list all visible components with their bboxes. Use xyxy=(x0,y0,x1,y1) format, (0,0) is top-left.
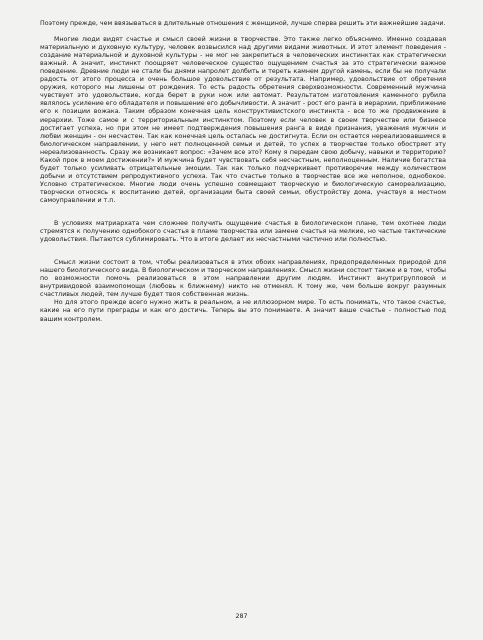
page-number: 287 xyxy=(235,613,248,620)
paragraph-intro: Поэтому прежде, чем ввязываться в длительные отношения с женщиной, лучше сперва решить эти важнейшие задачи. xyxy=(40,20,446,27)
paragraph-conclusion: Но для этого прежде всего нужно жить в реальном, а не иллюзорном мире. То есть понимать, что такое счастье, какие на его пути преграды и как его достичь. Теперь вы это понимаете. А значит ваше счастье - полностью под вашим контролем. xyxy=(40,299,446,323)
paragraph-meaning-of-life: Смысл жизни состоит в том, чтобы реализоваться в этих обоих направлениях, предопределенных природой для нашего биологического вида. В биологическом и творческом направлениях. Смысл жизни состоит также и в том, чтобы по возможности помочь реализоваться в этом направлении другим людям. Инстинкт внутригрупповой и внутривидовой взаимопомощи (любовь к ближнему) никто не отменял. К тому же, чем больше вокруг разумных счастливых людей, тем лучше будет твоя собственная жизнь. xyxy=(40,259,446,299)
paragraph-creativity: Многие люди видят счастье и смысл своей жизни в творчестве. Это также легко объяснимо. Именно создавая материальную и духовную культуру, человек возвысился над другими видами животных. И этот элемент поведения - создание материальной и духовной культуры - не мог не закрепиться в человеческих инстинктах как стратегически важный. А значит, инстинкт поощряет человеческое существо ощущением счастья за это стратегически важное поведение. Древние люди не стали бы днями напролет долбить и тереть камнем другой камень, если бы не получали радость от этого процесса и очень большое удовольствие от результата. Например, удовольствие от обретения оружия, которого мы лишены от рождения. То есть радость обретения сверхвозможности. Современный мужчина чувствует это удовольствие, когда берет в руки нож или автомат. Результатом изготовления каменного рубила являлось усиление его обладателя и повышение его добычливости. А значит - рост его ранга в иерархии, приближение его к позиции вожака. Таким образом конечная цель конструктивистского инстинкта - все то же продвижение в иерархии. Тоже самое и с территориальным инстинктом. Поэтому если человек в своем творчестве или бизнесе достигает успеха, но при этом не имеет подтверждения повышения ранга в виде признания, уважения мужчин и любви женщин - он несчастен. Так как конечная цель осталась не достигнута. Если он остается нереализовавшимся в биологическом направлении, у него нет полноценной семьи и детей, то успех в творчестве только обостряет эту нереализованность. Сразу же возникает вопрос: «Зачем все это? Кому я передам свою добычу, навыки и территорию? Какой прок в моем достижении?» И мужчина будет чувствовать себя несчастным, неполноценным. Наличие богатства будет только усиливать отрицательные эмоции. Так как только подчеркивает противоречие между количеством добычи и отсутствием репродуктивного успеха. Так что счастье только в творчестве все же неполное, однобокое. Условно стратегическое. Многие люди очень успешно совмещают творческую и биологическую самореализацию, творчески относясь к воспитанию детей, организации быта своей семьи, обустройству дома, участвуя в местном самоуправлении и т.п. xyxy=(40,36,446,204)
paragraph-matriarchy: В условиях матриархата чем сложнее получить ощущение счастья в биологическом плане, тем охотнее люди стремятся к получению однобокого счастья в пламе творчества или замене счастья на мелкие, но частые тактические удовольствия. Пытаются сублимировать. Что в итоге делает их несчастными частично или полностью. xyxy=(40,220,446,244)
